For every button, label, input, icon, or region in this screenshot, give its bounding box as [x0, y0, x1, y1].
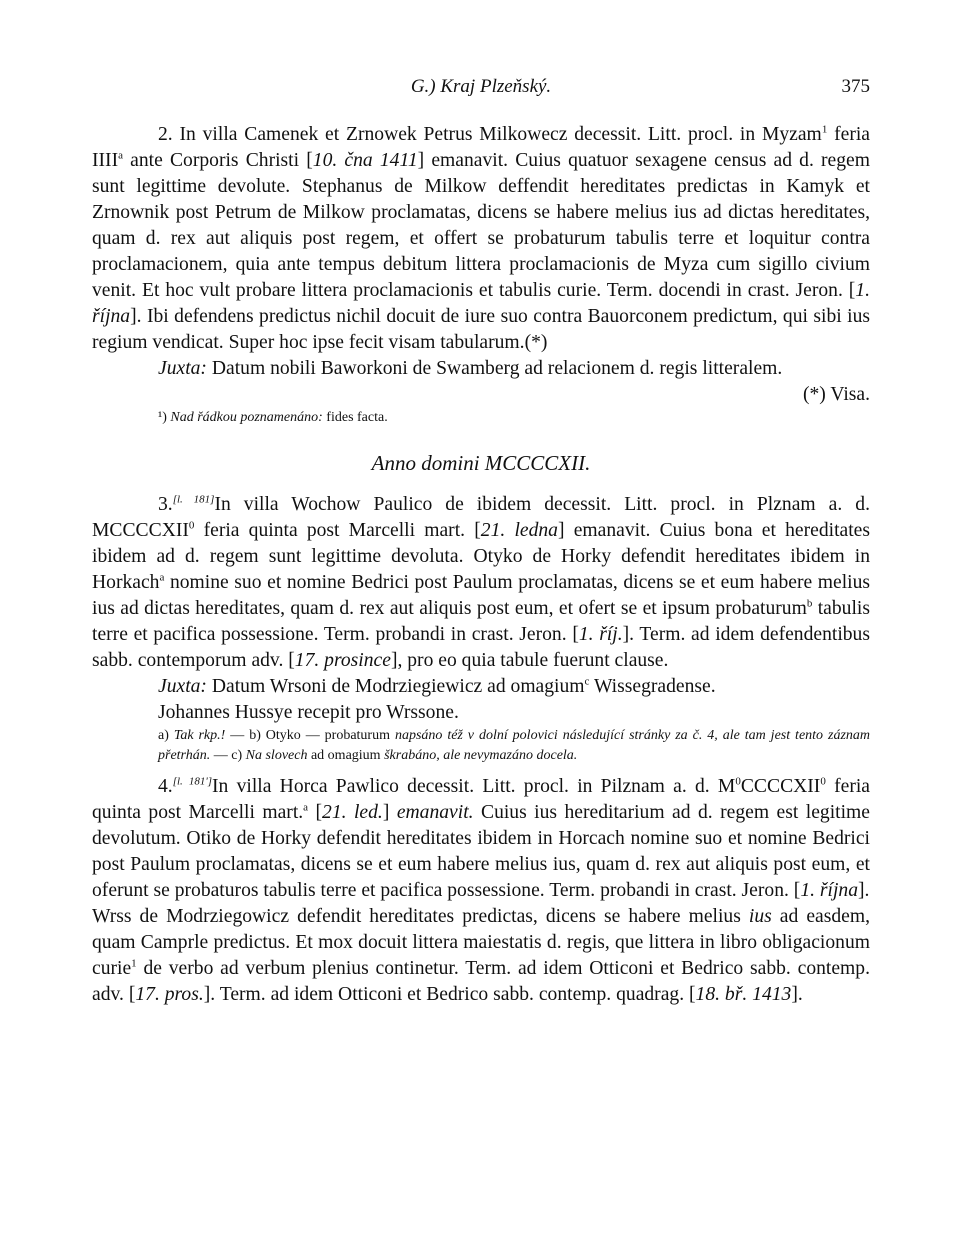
juxta-text: Wissegradense. — [589, 676, 716, 697]
date-note: 21. ledna — [480, 520, 558, 541]
juxta-label: Juxta: — [158, 358, 207, 379]
footnote-text: Na slovech — [245, 748, 308, 763]
footnote-label: Nad řádkou poznamenáno: — [170, 410, 323, 425]
entry-text: In villa Wochow Paulico de ibidem decessit. Litt. procl. in Plznam a. d. MCCCCXII — [92, 494, 870, 541]
entry-text-italic: emanavit. — [396, 802, 474, 823]
entry-text: tabulis terre et pacifica possessione. Term. probandi in crast. Jeron. [ — [92, 598, 870, 645]
footnotes — [92, 726, 870, 766]
entry-number: 3. — [158, 494, 173, 515]
date-note: 10. čna 1411 — [312, 150, 418, 171]
running-header — [92, 76, 870, 102]
footnote-text: Tak rkp.! — [173, 728, 226, 743]
entry-text: ]. Term. ad idem Otticoni et Bedrico sabb. contemp. quadrag. [ — [203, 984, 696, 1005]
visa-note: (*) Visa. — [802, 384, 870, 405]
date-note: 17. prosince — [294, 650, 391, 671]
entry-4-continuation — [92, 904, 870, 1008]
footnote-ref: c — [584, 675, 590, 688]
entry-2 — [92, 122, 870, 356]
date-note: 17. pros. — [135, 984, 204, 1005]
entry-text: ] — [382, 802, 397, 823]
entry-text: Wrss de Modrziegowicz defendit hereditates predictas, dicens se habere melius — [92, 906, 749, 927]
separator: — — [210, 748, 232, 763]
footnote-text: ad omagium — [307, 748, 385, 763]
receipt-line: Johannes Hussye recepit pro Wrssone. — [158, 702, 459, 723]
superscript: 0 — [735, 775, 741, 788]
date-note: 18. bř. 1413 — [695, 984, 792, 1005]
superscript: a — [118, 149, 123, 162]
entry-text: ]. — [858, 880, 870, 901]
entry-text-italic: ius — [748, 906, 772, 927]
folio-ref: [l. 181] — [172, 493, 215, 506]
superscript: 0 — [820, 775, 826, 788]
superscript: 0 — [188, 519, 195, 532]
section-title: Anno domini MCCCCXII. — [371, 451, 591, 475]
entry-text: ]. — [791, 984, 803, 1005]
juxta-line — [92, 356, 870, 382]
date-note: 21. led. — [322, 802, 383, 823]
folio-ref: [l. 181'] — [172, 775, 213, 788]
entry-text: feria quinta post Marcelli mart. [ — [194, 520, 481, 541]
entry-text: Cuius ius hereditarium ad d. regem est legitime devolutum. Otiko de Horky defendit hereditates ibidem in Horcach nomine suo et nomine Bedrici post Paulum proclamatas, dicens se et eum habere melius ius, quam d. rex aut aliquis post eum, et oferunt se probaturos tabulis terre et pacifica possessione. Term. probandi in crast. Jeron. [ — [92, 802, 870, 901]
footnote-ref: 1 — [131, 957, 137, 970]
page-body — [92, 122, 870, 1008]
footnote-ref: 1 — [821, 123, 828, 136]
entry-text: [ — [308, 802, 323, 823]
footnote-ref: a — [303, 801, 309, 814]
entry-text: ante Corporis Christi [ — [123, 150, 313, 171]
footnote-text: fides facta. — [322, 410, 388, 425]
entry-text: ] emanavit. Cuius bona et hereditates ibidem ad d. regem sunt legittime devoluta. Otyko de Horky defendit hereditates ibidem in Horkach — [92, 520, 870, 593]
entry-text: nomine suo et nomine Bedrici post Paulum proclamatas, dicens se et eum habere melius ius ad dictas hereditates, quam d. rex aut aliquis post eum, et ofert se et ipsum probaturum — [92, 572, 870, 619]
entry-number: 2. — [158, 124, 173, 145]
entry-text: ] emanavit. Cuius quatuor sexagene census ad d. regem sunt legittime devolute. Stephanus de Milkow deffendit hereditates predictas in Kamyk et Zrnownik post Petrum de Milkow proclamatas, dicens se habere melius ius ad dictas hereditates, quam d. rex aut aliquis post regem, et offert se probaturum tabulis terre et loquitur contra proclamacionem, quia ante tempus debitum littera proclamacionis de Myza cum sigillo civium venit. Et hoc vult probare littera proclamacionis et tabulis curie. Term. docendi in crast. Jeron. [ — [92, 150, 870, 301]
footnote-text: napsáno též v dolní polovici následující stránky za č. 4, ale tam jest tento záznam přetrhán. — [158, 728, 870, 763]
entry-text: In villa Horca Pawlico decessit. Litt. procl. in Pilznam a. d. M — [212, 776, 736, 797]
separator: — — [225, 728, 250, 743]
juxta-text: Datum Wrsoni de Modrziegiewicz ad omagium — [206, 676, 585, 697]
entry-4 — [92, 774, 870, 904]
running-title: G.) Kraj Plzeňský. — [410, 76, 552, 97]
entry-number: 4. — [158, 776, 173, 797]
juxta-label: Juxta: — [158, 676, 207, 697]
entry-text: de verbo ad verbum plenius continetur. Term. ad idem Otticoni et Bedrico sabb. contemp. adv. [ — [92, 958, 870, 1005]
entry-text: ]. Ibi defendens predictus nichil docuit de iure suo contra Bauorconem predictum, qui sibi ius regium vendicat. Super hoc ipse fecit visam tabularum.(*) — [92, 306, 870, 353]
entry-text: CCCCXII — [740, 776, 821, 797]
footnote-mark: b) — [249, 728, 261, 743]
footnote-mark: a) — [158, 728, 169, 743]
entry-text: feria quinta post Marcelli mart. — [92, 776, 870, 823]
footnote-ref: b — [806, 597, 813, 610]
footnote-mark: ¹) — [158, 410, 167, 425]
date-note: 1. říj. — [578, 624, 623, 645]
juxta-text: Datum nobili Baworkoni de Swamberg ad relacionem d. regis litteralem. — [206, 358, 783, 379]
date-note: 1. října — [800, 880, 859, 901]
footnote-ref: a — [159, 571, 165, 584]
entry-text: ]. Term. ad idem defendentibus sabb. contemporum adv. [ — [92, 624, 870, 671]
juxta-line — [92, 674, 870, 700]
entry-3 — [92, 492, 870, 674]
footnote-mark: c) — [231, 748, 243, 763]
entry-text: feria IIII — [92, 124, 870, 171]
entry-text: ], pro eo quia tabule fuerunt clause. — [390, 650, 669, 671]
footnote-text: škrabáno, ale nevymazáno docela. — [384, 748, 578, 763]
footnote — [92, 408, 870, 428]
footnote-text: Otyko — probaturum — [260, 728, 395, 743]
page-number: 375 — [841, 76, 870, 97]
entry-text: ad easdem, quam Camprle predictus. Et mox docuit littera maiestatis d. regis, que littera in libro obligacionum curie — [92, 906, 870, 979]
entry-text: In villa Camenek et Zrnowek Petrus Milkowecz decessit. Litt. procl. in Myzam — [179, 124, 822, 145]
date-note: 1. října — [92, 280, 870, 327]
